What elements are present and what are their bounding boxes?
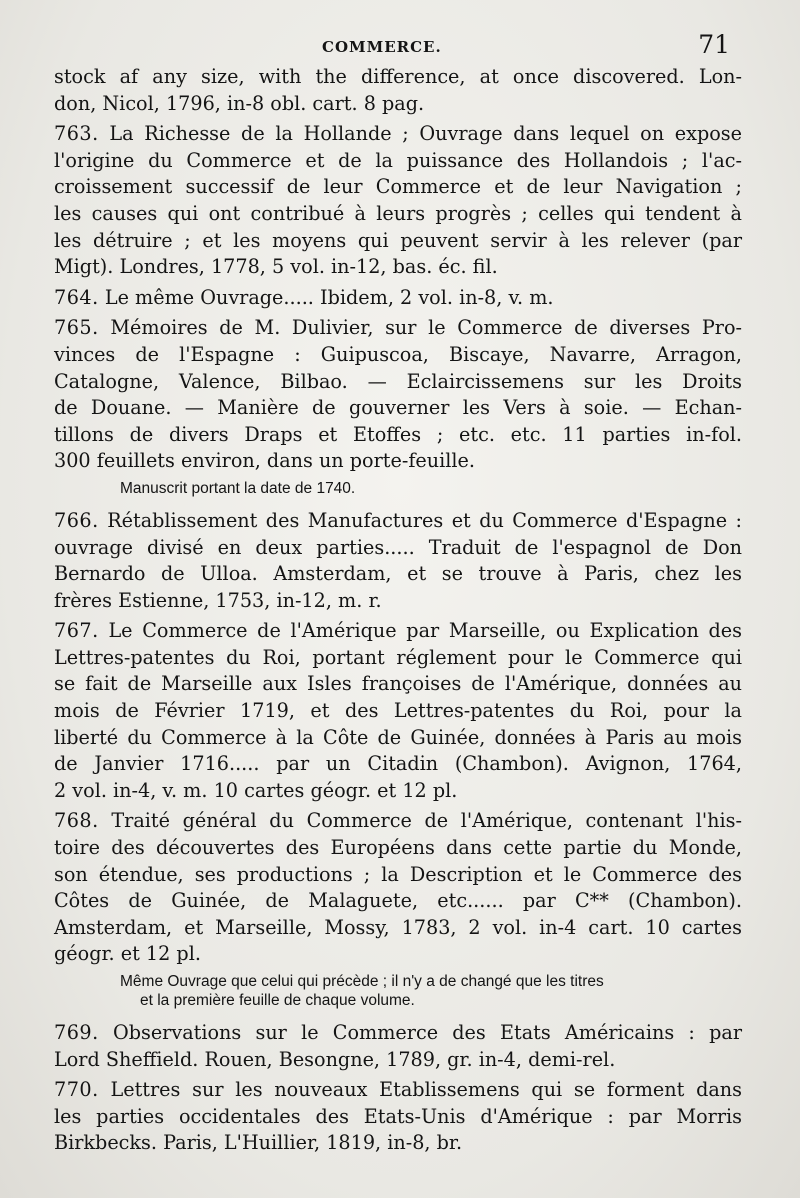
entry-first-line	[54, 285, 742, 312]
entry-line: toire des découvertes des Européens dans cette partie du Monde,	[54, 836, 742, 860]
entry-text: Rétablissement des Manufactures et du Commerce d'Espagne :	[107, 508, 742, 532]
entry-number: 770.	[54, 1078, 99, 1102]
entry-list	[54, 121, 742, 1157]
entry-line: frères Estienne, 1753, in-12, m. r.	[54, 588, 382, 612]
entry-number: 768.	[54, 809, 99, 833]
entry-text: Observations sur le Commerce des Etats Américains : par	[112, 1021, 742, 1044]
entry-line: Bernardo de Ulloa. Amsterdam, et se trouve à Paris, chez les	[54, 562, 742, 586]
catalogue-entry	[54, 618, 742, 804]
entry-number: 769.	[54, 1021, 99, 1044]
entry-text: La Richesse de la Hollande ; Ouvrage dans lequel on expose	[109, 122, 742, 146]
entry-line: croissement successif de leur Commerce et de leur Navigation ;	[54, 175, 742, 199]
entry-line: ouvrage divisé en deux parties..... Traduit de l'espagnol de Don	[54, 535, 742, 559]
entry-number: 766.	[54, 508, 99, 532]
catalogue-entry	[54, 808, 742, 1010]
entry-first-line	[54, 1077, 742, 1104]
entry-line: Catalogne, Valence, Bilbao. — Eclaircissemens sur les Droits	[54, 369, 742, 393]
entry-first-line	[54, 808, 742, 835]
entry-first-line	[54, 618, 742, 645]
running-head: COMMERCE.	[322, 38, 442, 56]
entry-line: Lord Sheffield. Rouen, Besongne, 1789, gr. in-4, demi-rel.	[54, 1047, 616, 1071]
entry-line: de Douane. — Manière de gouverner les Vers à soie. — Echan-	[54, 396, 742, 420]
entry-line: l'origine du Commerce et de la puissance des Hollandois ; l'ac-	[54, 148, 742, 172]
entry-note	[54, 972, 742, 1010]
entry-number: 767.	[54, 619, 99, 643]
entry-text: Lettres sur les nouveaux Etablissemens qui se forment dans	[110, 1078, 742, 1102]
entry-continuation	[54, 64, 742, 117]
entry-line: don, Nicol, 1796, in-8 obl. cart. 8 pag.	[54, 91, 425, 115]
catalogue-entry	[54, 1077, 742, 1157]
catalogue-entry	[54, 285, 742, 312]
catalogue-entry	[54, 1020, 742, 1073]
page-number: 71	[698, 30, 730, 59]
entry-line: Côtes de Guinée, de Malaguete, etc...... par C** (Chambon).	[54, 889, 742, 913]
entry-number: 764.	[54, 285, 99, 309]
entry-first-line	[54, 121, 742, 148]
entry-line: les parties occidentales des Etats-Unis d'Amérique : par Morris	[54, 1104, 742, 1128]
entry-first-line	[54, 1020, 742, 1047]
entry-text: Le même Ouvrage..... Ibidem, 2 vol. in-8, v. m.	[104, 285, 554, 309]
entry-note	[54, 479, 742, 498]
entry-line: Migt). Londres, 1778, 5 vol. in-12, bas. éc. fil.	[54, 255, 498, 279]
entry-line: vinces de l'Espagne : Guipuscoa, Biscaye, Navarre, Arragon,	[54, 342, 742, 366]
entry-line: son étendue, ses productions ; la Description et le Commerce des	[54, 862, 742, 886]
entry-line: 2 vol. in-4, v. m. 10 cartes géogr. et 12 pl.	[54, 778, 458, 802]
note-line: Manuscrit portant la date de 1740.	[120, 479, 356, 497]
entry-line: se fait de Marseille aux Isles françoises de l'Amérique, données au	[54, 672, 742, 696]
entry-line: Birkbecks. Paris, L'Huillier, 1819, in-8, br.	[54, 1131, 463, 1155]
entry-line: tillons de divers Draps et Etoffes ; etc. etc. 11 parties in-fol.	[54, 422, 742, 446]
entry-text: Mémoires de M. Dulivier, sur le Commerce de diverses Pro-	[110, 316, 742, 340]
note-line: Même Ouvrage que celui qui précède ; il n'y a de changé que les titres	[120, 973, 604, 990]
entry-line: 300 feuillets environ, dans un porte-feuille.	[54, 449, 476, 473]
catalogue-entry	[54, 508, 742, 614]
entry-text: Le Commerce de l'Amérique par Marseille, ou Explication des	[108, 619, 742, 643]
entry-first-line	[54, 315, 742, 342]
entry-first-line	[54, 508, 742, 535]
catalogue-entry	[54, 121, 742, 281]
entry-line: de Janvier 1716..... par un Citadin (Chambon). Avignon, 1764,	[54, 752, 742, 776]
entry-number: 763.	[54, 122, 99, 146]
entry-line: stock af any size, with the difference, at once discovered. Lon-	[54, 65, 742, 88]
entry-text: Traité général du Commerce de l'Amérique, contenant l'his-	[111, 809, 742, 833]
entry-line: les causes qui ont contribué à leurs progrès ; celles qui tendent à	[54, 201, 742, 225]
entry-line: Amsterdam, et Marseille, Mossy, 1783, 2 vol. in-4 cart. 10 cartes	[54, 915, 742, 939]
entry-line: géogr. et 12 pl.	[54, 942, 201, 966]
entry-number: 765.	[54, 316, 99, 340]
entry-line: mois de Février 1719, et des Lettres-patentes du Roi, pour la	[54, 699, 742, 723]
entry-line: liberté du Commerce à la Côte de Guinée, données à Paris au mois	[54, 725, 742, 749]
catalogue-entry	[54, 315, 742, 498]
entry-line: les détruire ; et les moyens qui peuvent servir à les relever (par	[54, 228, 742, 252]
note-line: et la première feuille de chaque volume.	[140, 992, 415, 1009]
catalogue-body	[54, 64, 742, 1161]
entry-line: Lettres-patentes du Roi, portant réglement pour le Commerce qui	[54, 645, 742, 669]
